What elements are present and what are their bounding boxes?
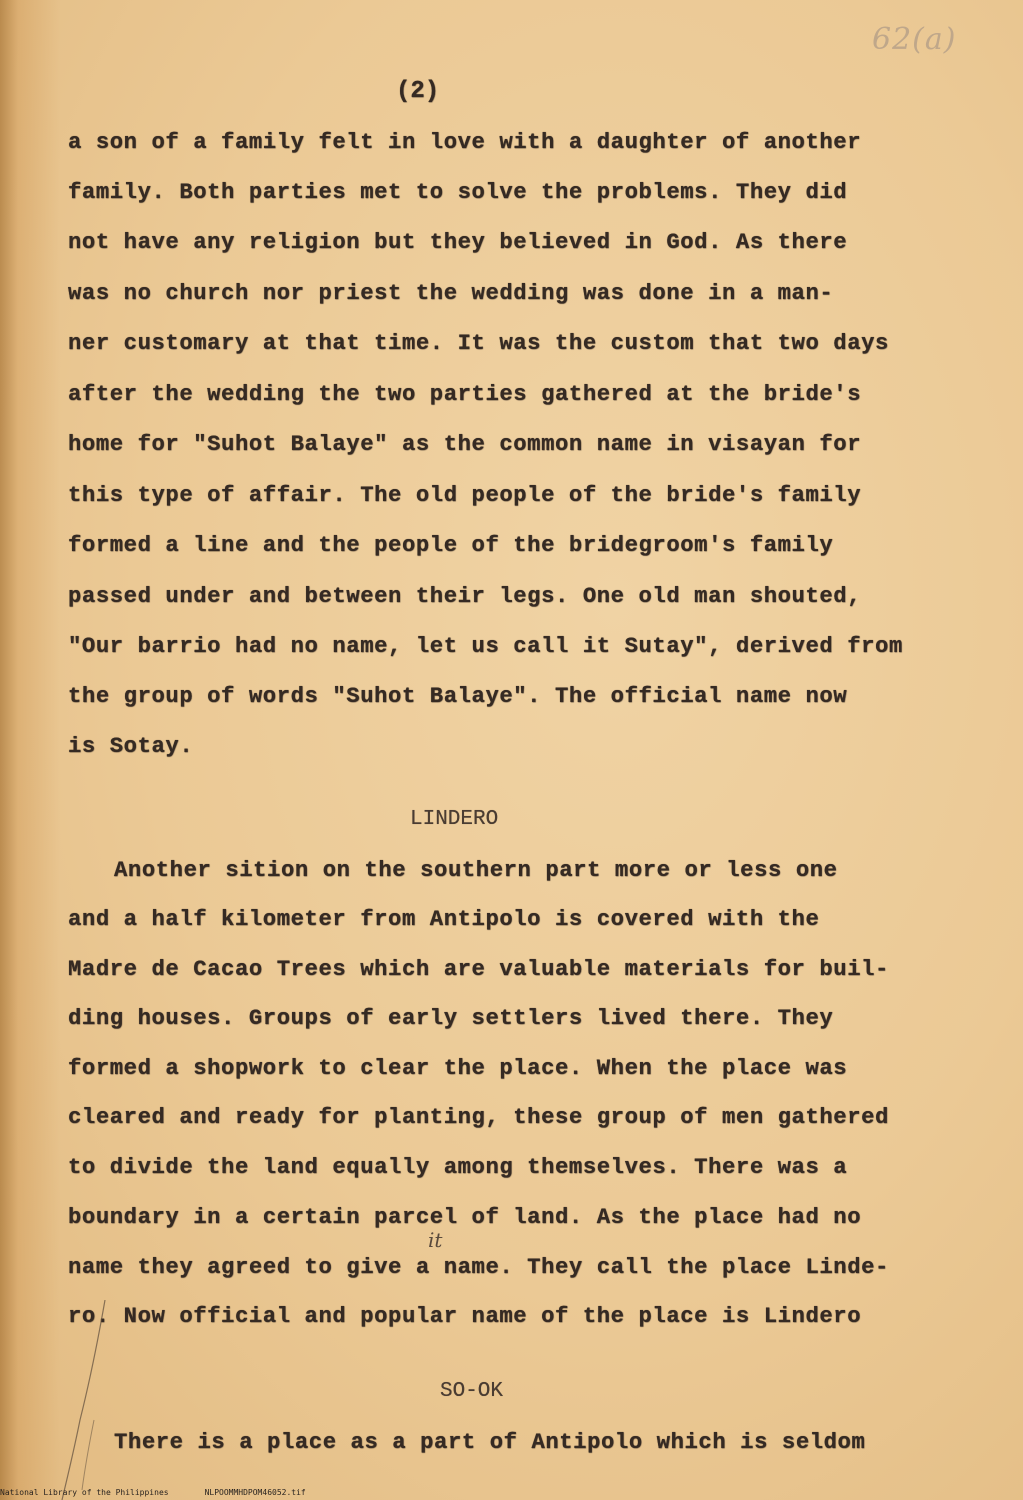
text-line: this type of affair. The old people of the bride's family (68, 483, 862, 508)
margin-page-annotation: 62(a) (872, 22, 957, 57)
text-line: is Sotay. (68, 734, 194, 759)
text-line: to divide the land equally among themselves. There was a (68, 1155, 848, 1180)
page-number: (2) (396, 78, 440, 105)
text-line: the group of words "Suhot Balaye". The official name now (68, 684, 848, 709)
text-line: Madre de Cacao Trees which are valuable materials for buil- (68, 957, 889, 982)
text-line: name they agreed to give a name. They call the place Linde- (68, 1255, 889, 1280)
text-line: home for "Suhot Balaye" as the common name in visayan for (68, 432, 862, 457)
text-line: ro. Now official and popular name of the place is Lindero (68, 1304, 862, 1329)
text-line: There is a place as a part of Antipolo which is seldom (114, 1430, 866, 1455)
section-heading-lindero: LINDERO (410, 808, 499, 831)
text-line: passed under and between their legs. One old man shouted, (68, 584, 862, 609)
section-heading-sook: SO-OK (440, 1380, 504, 1403)
text-line: family. Both parties met to solve the problems. They did (68, 180, 848, 205)
footer-file-name: NLPOOMMHDPOM46052.tif (204, 1488, 306, 1497)
text-line: boundary in a certain parcel of land. As the place had no (68, 1205, 862, 1230)
text-line: ner customary at that time. It was the custom that two days (68, 331, 889, 356)
scan-footer (0, 1488, 306, 1497)
text-line: cleared and ready for planting, these group of men gathered (68, 1105, 889, 1130)
handwritten-insertion-mark: it (428, 1228, 443, 1252)
footer-library-name: National Library of the Philippines (0, 1488, 169, 1497)
text-line: ding houses. Groups of early settlers lived there. They (68, 1006, 834, 1031)
text-line: was no church nor priest the wedding was done in a man- (68, 281, 834, 306)
text-line: formed a shopwork to clear the place. When the place was (68, 1056, 848, 1081)
text-line: not have any religion but they believed in God. As there (68, 230, 848, 255)
pen-stroke-mark (50, 1300, 110, 1500)
text-line: and a half kilometer from Antipolo is covered with the (68, 907, 820, 932)
text-line: after the wedding the two parties gathered at the bride's (68, 382, 862, 407)
text-line: Another sition on the southern part more or less one (114, 858, 838, 883)
text-line: "Our barrio had no name, let us call it Sutay", derived from (68, 634, 903, 659)
text-line: a son of a family felt in love with a daughter of another (68, 130, 862, 155)
text-line: formed a line and the people of the bridegroom's family (68, 533, 834, 558)
